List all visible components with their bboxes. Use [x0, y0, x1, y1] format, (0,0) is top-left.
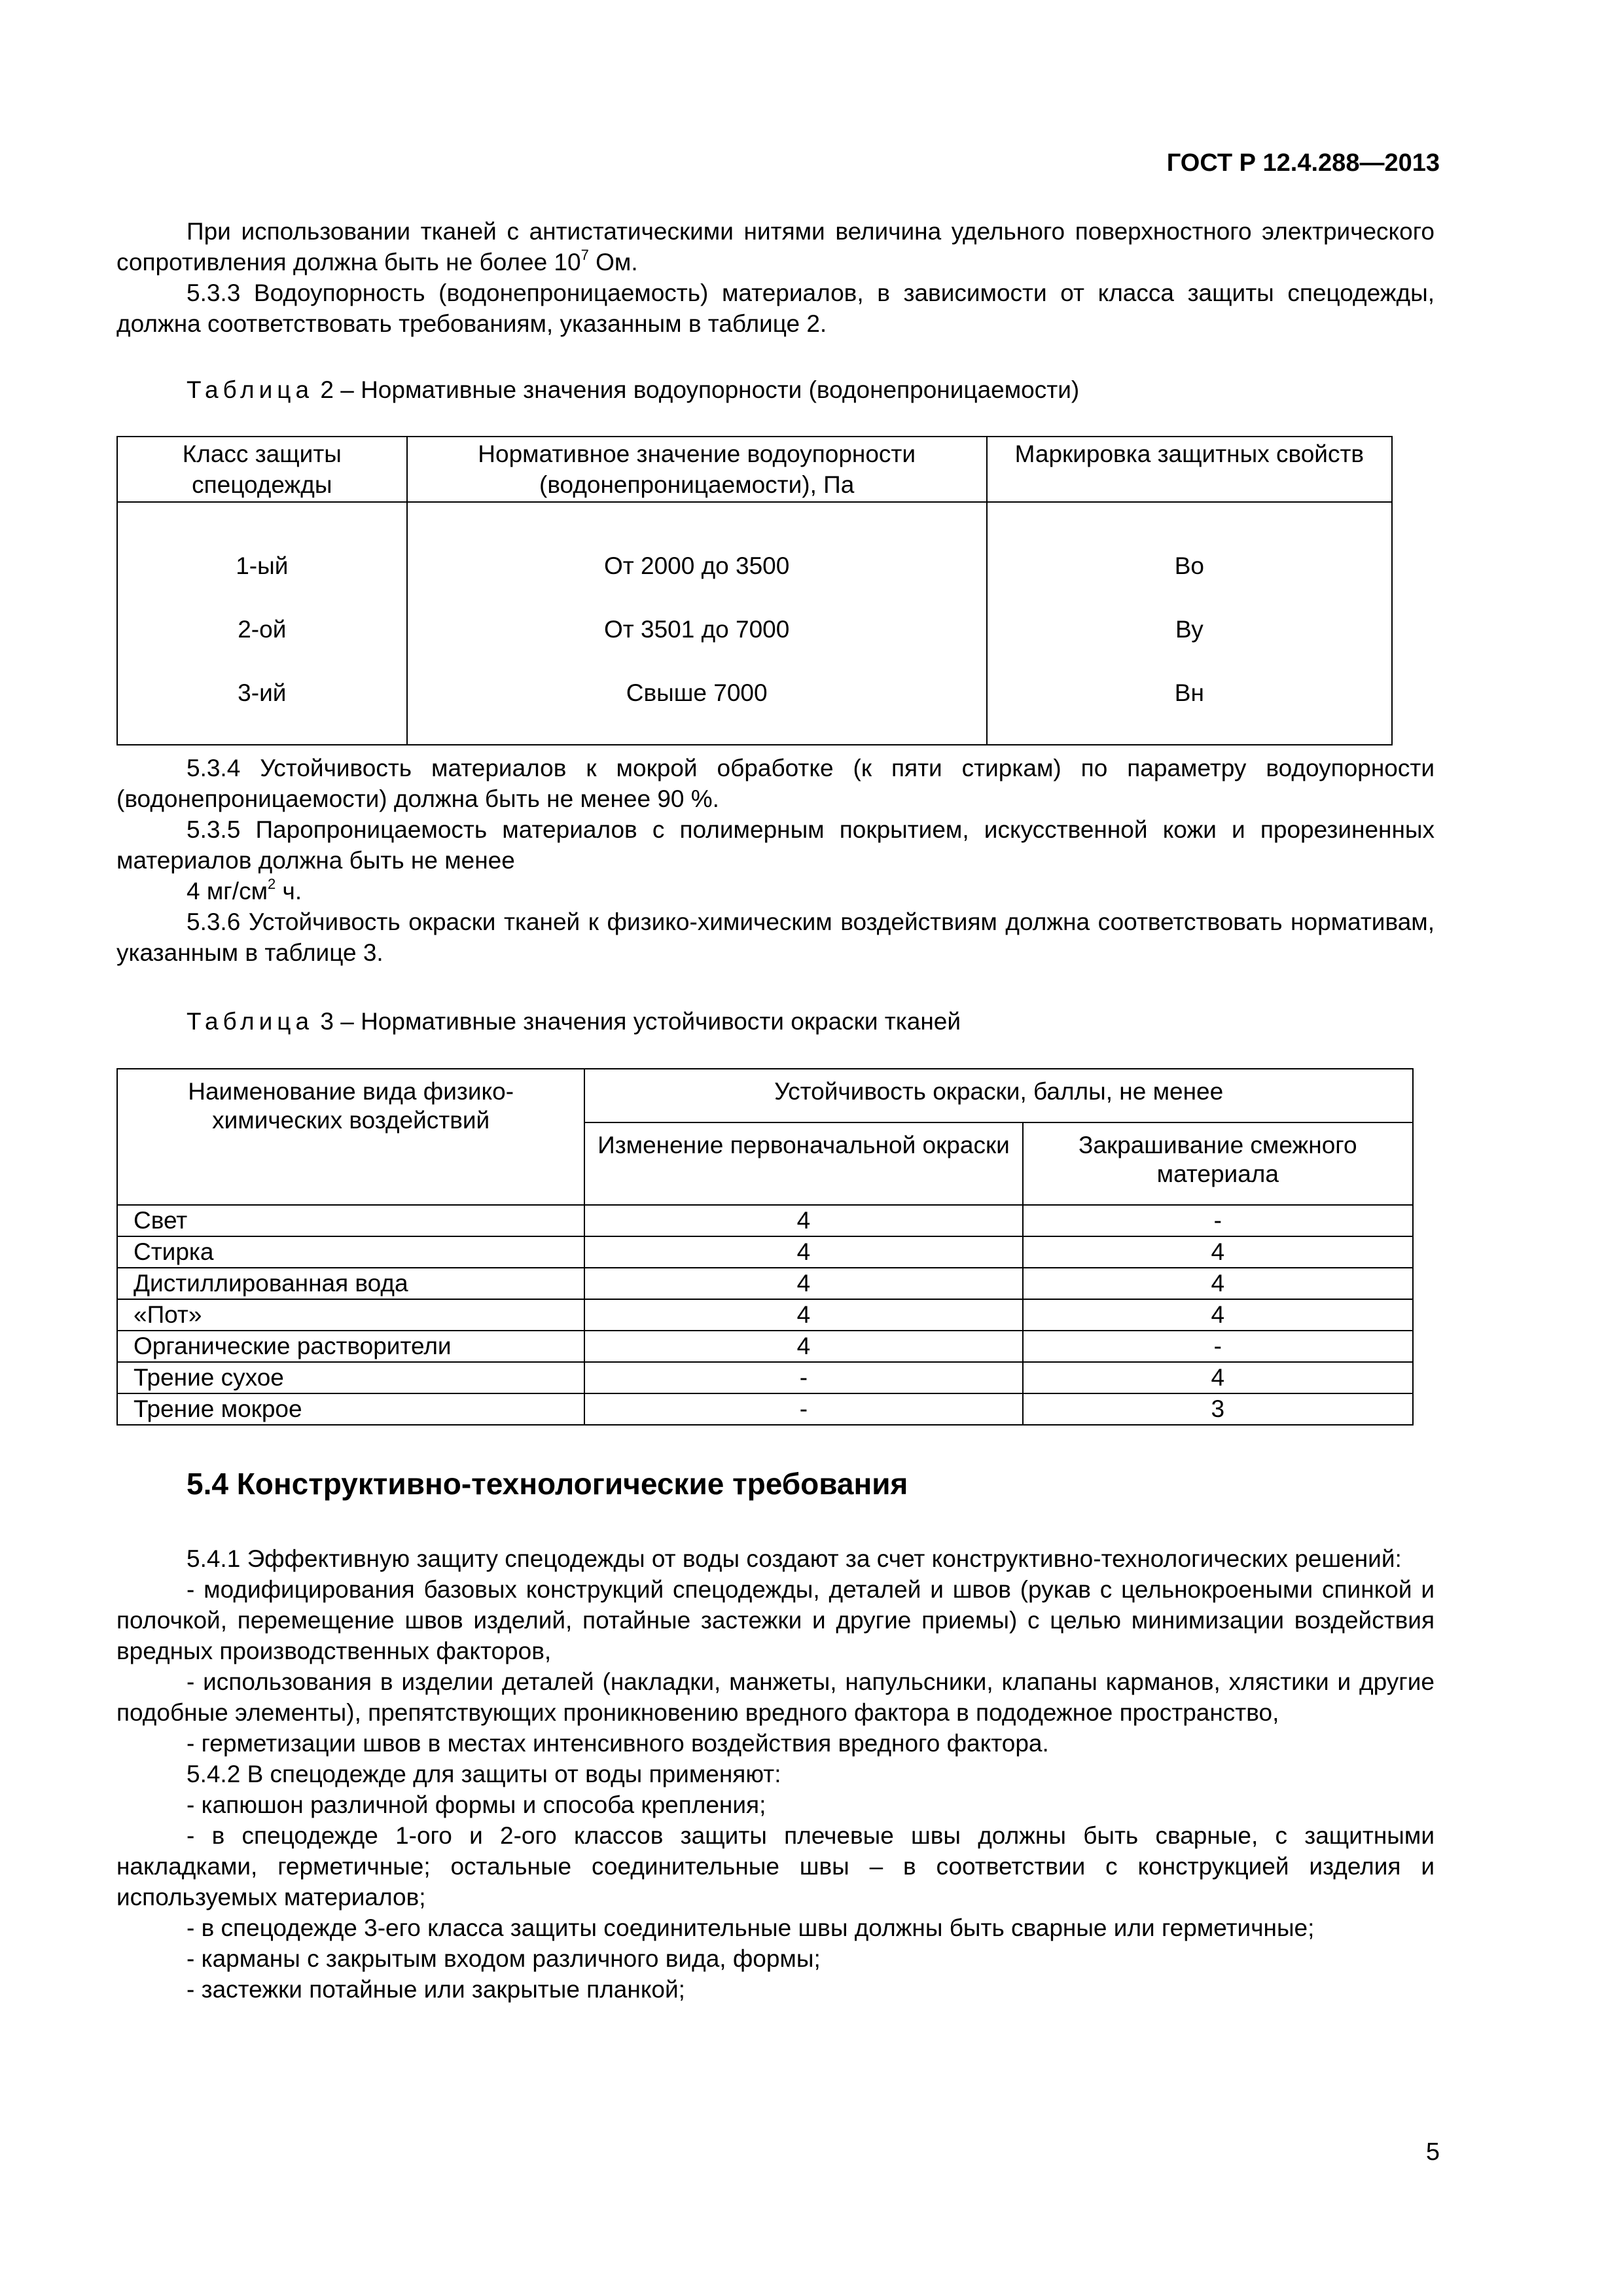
page-number: 5	[1425, 2138, 1440, 2166]
table-cell: -	[1023, 1331, 1413, 1362]
caption-label: Таблица	[187, 1008, 314, 1035]
table-2	[116, 436, 1393, 745]
table-cell: Стирка	[117, 1236, 584, 1268]
section-5-4-text	[116, 1543, 1435, 2005]
section-title: 5.4 Конструктивно-технологические требования	[187, 1467, 908, 1501]
table-cell: 3	[1023, 1393, 1413, 1425]
mid-text	[116, 753, 1435, 968]
table-cell: Трение сухое	[117, 1362, 584, 1393]
table-cell: Органические растворители	[117, 1331, 584, 1362]
table-cell: 4	[1023, 1299, 1413, 1331]
list-item: - в спецодежде 3-его класса защиты соединительные швы должны быть сварные или герметичные;	[187, 1914, 1315, 1941]
table-cell: -	[584, 1393, 1022, 1425]
table-cell: «Пот»	[117, 1299, 584, 1331]
table-cell: 3-ий	[238, 679, 287, 706]
table-row	[117, 1393, 1413, 1425]
list-item: - капюшон различной формы и способа крепления;	[187, 1791, 766, 1818]
table3-header-group: Устойчивость окраски, баллы, не менее	[584, 1069, 1413, 1122]
list-item: - в спецодежде 1-ого и 2-ого классов защиты плечевые швы должны быть сварные, с защитными накладками, герметичные; остальные соединительные швы – в соответствии с конструкцией изделия и используемых материалов;	[116, 1822, 1435, 1910]
table-cell: Дистиллированная вода	[117, 1268, 584, 1299]
list-item: - карманы с закрытым входом различного вида, формы;	[187, 1945, 821, 1972]
table-cell: От 2000 до 3500	[603, 552, 790, 579]
paragraph-5-3-6: 5.3.6 Устойчивость окраски тканей к физико-химическим воздействиям должна соответствовать нормативам, указанным в таблице 3.	[116, 908, 1435, 966]
table2-header-value: Нормативное значение водоупорности (водонепроницаемости), Па	[407, 437, 987, 502]
paragraph-5-4-2: 5.4.2 В спецодежде для защиты от воды применяют:	[187, 1761, 781, 1787]
paragraph-text: 4 мг/см	[187, 878, 268, 905]
table2-header-marking: Маркировка защитных свойств	[987, 437, 1392, 502]
list-item: - застежки потайные или закрытые планкой;	[187, 1976, 685, 2003]
table-cell: -	[1023, 1205, 1413, 1236]
table-cell: Свет	[117, 1205, 584, 1236]
table-cell: 4	[1023, 1362, 1413, 1393]
table-cell: -	[584, 1362, 1022, 1393]
table-cell: Свыше 7000	[626, 679, 768, 706]
paragraph-5-4-1: 5.4.1 Эффективную защиту спецодежды от воды создают за счет конструктивно-технологических решений:	[187, 1545, 1402, 1572]
superscript: 7	[580, 247, 589, 263]
caption-text: 3 – Нормативные значения устойчивости окраски тканей	[313, 1008, 961, 1035]
table3-header-change: Изменение первоначальной окраски	[584, 1122, 1022, 1205]
caption-label: Таблица	[187, 376, 314, 403]
table3-caption	[187, 1008, 961, 1035]
table2-marking-column	[987, 502, 1392, 745]
caption-text: 2 – Нормативные значения водоупорности (водонепроницаемости)	[313, 376, 1080, 403]
table3-header-name: Наименование вида физико-химических воздействий	[117, 1069, 584, 1205]
document-header: ГОСТ Р 12.4.288—2013	[1166, 149, 1440, 177]
paragraph-antistatic	[116, 216, 1435, 278]
table-cell: 1-ый	[236, 552, 289, 579]
table2-caption	[187, 376, 1079, 404]
table-row	[117, 1268, 1413, 1299]
list-item: - герметизации швов в местах интенсивного воздействия вредного фактора.	[187, 1730, 1049, 1757]
paragraph-text: Ом.	[588, 249, 638, 276]
table-cell: Ву	[1175, 616, 1204, 643]
table-cell: 2-ой	[238, 616, 287, 643]
table-cell: 4	[1023, 1268, 1413, 1299]
table-row	[117, 1205, 1413, 1236]
intro-text	[116, 216, 1435, 339]
table-row	[117, 1362, 1413, 1393]
paragraph-text: При использовании тканей с антистатическими нитями величина удельного поверхностного электрического сопротивления должна быть не более 10	[116, 218, 1435, 276]
paragraph-5-3-5: 5.3.5 Паропроницаемость материалов с полимерным покрытием, искусственной кожи и прорезиненных материалов должна быть не менее	[116, 816, 1435, 874]
table2-header-class: Класс защиты спецодежды	[117, 437, 407, 502]
table-cell: Во	[1174, 552, 1204, 579]
table-cell: 4	[584, 1299, 1022, 1331]
paragraph-text: ч.	[276, 878, 302, 905]
table-cell: 4	[584, 1236, 1022, 1268]
table-cell: 4	[584, 1331, 1022, 1362]
table-cell: 4	[1023, 1236, 1413, 1268]
table-cell: Трение мокрое	[117, 1393, 584, 1425]
table-row	[117, 1331, 1413, 1362]
table2-class-column	[117, 502, 407, 745]
paragraph-5-3-4: 5.3.4 Устойчивость материалов к мокрой обработке (к пяти стиркам) по параметру водоупорности (водонепроницаемости) должна быть не менее 90 %.	[116, 755, 1435, 812]
paragraph-5-3-5-value	[116, 876, 1435, 906]
list-item: - использования в изделии деталей (накладки, манжеты, напульсники, клапаны карманов, хлястики и другие подобные элементы), препятствующих проникновению вредного фактора в пододежное пространство,	[116, 1668, 1435, 1726]
list-item: - модифицирования базовых конструкций спецодежды, деталей и швов (рукав с цельнокроеными спинкой и полочкой, перемещение швов изделий, потайные застежки и другие приемы) с целью минимизации воздействия вредных производственных факторов,	[116, 1576, 1435, 1664]
superscript: 2	[268, 876, 276, 892]
table-cell: Вн	[1174, 679, 1204, 706]
table-row	[117, 1299, 1413, 1331]
table2-value-column	[407, 502, 987, 745]
table-cell: 4	[584, 1268, 1022, 1299]
table-row	[117, 1236, 1413, 1268]
table-cell: От 3501 до 7000	[603, 616, 790, 643]
paragraph-5-3-3: 5.3.3 Водоупорность (водонепроницаемость) материалов, в зависимости от класса защиты спецодежды, должна соответствовать требованиям, указанным в таблице 2.	[116, 279, 1435, 337]
table-cell: 4	[584, 1205, 1022, 1236]
table-3	[116, 1068, 1414, 1426]
table3-header-staining: Закрашивание смежного материала	[1023, 1122, 1413, 1205]
